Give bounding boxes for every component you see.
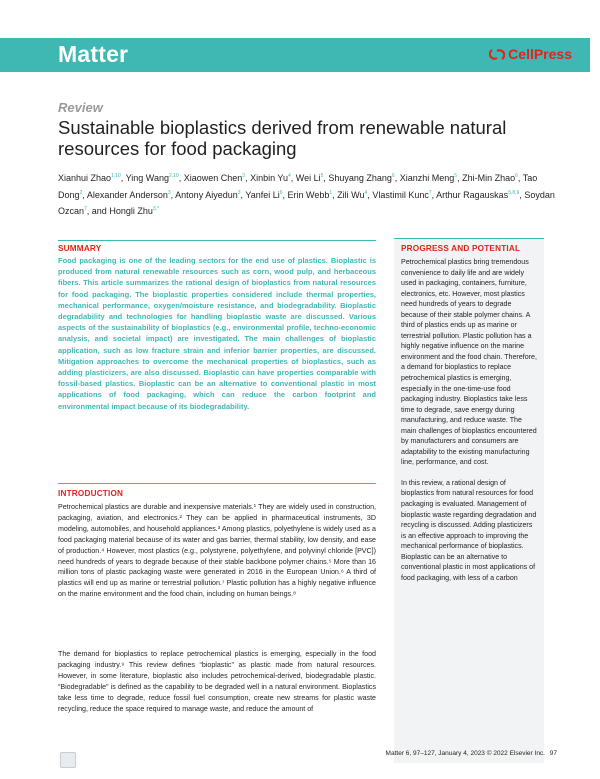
author-name: Tao Dong: [58, 173, 538, 200]
author-affiliation: 2: [79, 189, 83, 196]
author-list: Xianhui Zhao$^{1,10}$, Ying Wang$^{2,10}$, Xiaowen Chen$^3$, Xinbin Yu$^4$, Wei Li$^5$, Shuyang Zhang$^6$, Xianzhi Meng$^5$, Zhi-Min Zhao$^6$, Tao Dong$^2$, Alexander Anderson$^3$, Antony Aiyedun$^3$, Yanfei Li$^6$, Erin Webb$^1$, Zili Wu$^4$, Vlastimil Kunc$^7$, Arthur Ragauskas$^{5,8,9}$, Soydan Ozcan$^7$, and Hongli Zhu$^{3,*}$: [58, 173, 555, 217]
progress-rule: [394, 238, 544, 239]
progress-heading: PROGRESS AND POTENTIAL: [401, 244, 521, 253]
author-affiliation: 3: [242, 173, 246, 179]
author-name: Ying Wang: [125, 173, 169, 183]
publisher-logo: [489, 46, 572, 62]
author-affiliation: 1,10: [111, 173, 121, 179]
author-affiliation: 5: [454, 173, 458, 179]
progress-text: [401, 257, 538, 593]
footer-citation: Matter 6, 97–127, January 4, 2023 © 2022 Elsevier Inc.: [385, 750, 545, 757]
author-affiliation: 5,8,9: [508, 189, 520, 196]
progress-paragraph-1: Petrochemical plastics bring tremendous convenience to daily life and are widely used in packaging, containers, furniture, electronics, etc. However, most plastics need hundreds of years to degrade because of their stable polymer chains. A third of plastics ends up as marine or terrestrial pollution. Plastic pollution has a highly negative influence on the marine environment and the food chain. Therefore, a demand for bioplastics to replace petrochemical plastics is emerging, especially in the one-time-use food packaging industry. Bioplastics take less time to degrade, save energy during manufacturing, and reduce waste. The main challenges of bioplastics encountered by manufacturers and consumers are adaptability to the existing manufacturing line, performance, and cost.: [401, 258, 537, 467]
introduction-paragraph-2: [58, 649, 376, 714]
author-affiliation: 6: [391, 173, 395, 179]
publisher-name: CellPress: [508, 46, 572, 62]
author-affiliation: 7: [428, 189, 432, 196]
author-name: Zili Wu: [337, 189, 365, 200]
intro-text-2: The demand for bioplastics to replace petrochemical plastics is emerging, especially in the food packaging industry.⁹ This review defines “bioplastic” as plastic made from natural resources. However, in some literature, bioplastic also includes petrochemical-derived, biodegradable plastic. “Biodegradable” is defined as the capability to be degraded well in a natural environment. Bioplastics take less time to degrade, reduce fossil fuel consumption, create new streams for plastic waste recycling, reduce the space required to manage waste, and reduce the amount of: [58, 650, 376, 713]
introduction-rule: [58, 483, 376, 484]
author-affiliation: 4: [364, 189, 368, 196]
cellpress-logo-icon: [489, 48, 505, 61]
author-name: Xianzhi Meng: [399, 173, 455, 183]
introduction-heading: INTRODUCTION: [58, 489, 124, 498]
author-affiliation: 3: [237, 189, 241, 196]
author-name: Xiaowen Chen: [183, 173, 243, 183]
journal-name: Matter: [58, 41, 129, 67]
author-name: Soydan Ozcan: [58, 189, 555, 217]
author-name: Alexander Anderson: [86, 189, 168, 200]
check-for-updates-icon[interactable]: [60, 752, 76, 768]
progress-paragraph-2: In this review, a rational design of bioplastics from natural resources for food packaging is evaluated. Management of bioplastic waste regarding degradation and recycling is discussed. Adding plasticizers is an effective approach to improving the mechanical performance of bioplastics. Bioplastic can be an alternative to conventional plastic in most applications of food packaging, with less of a carbon: [401, 478, 537, 582]
author-affiliation: 7: [84, 206, 87, 213]
introduction-paragraph-1: [58, 502, 376, 600]
author-name: Shuyang Zhang: [328, 173, 392, 183]
summary-heading: SUMMARY: [58, 244, 102, 253]
article-type-label: Review: [58, 100, 103, 115]
author-affiliation: 5: [320, 173, 324, 179]
author-affiliation: 6: [515, 173, 518, 179]
article-title: Sustainable bioplastics derived from renewable natural resources for food packaging: [58, 117, 507, 159]
author-name: Arthur Ragauskas: [436, 189, 509, 200]
author-affiliation: 6: [279, 189, 283, 196]
summary-rule: [58, 240, 376, 241]
author-affiliation: 1: [329, 189, 333, 196]
author-name: Xinbin Yu: [250, 173, 288, 183]
author-name: Xianhui Zhao: [58, 173, 112, 183]
author-affiliation: 4: [287, 173, 291, 179]
author-name: Zhi-Min Zhao: [462, 173, 516, 183]
author-name: Wei Li: [295, 173, 321, 183]
summary-text: Food packaging is one of the leading sectors for the end use of plastics. Bioplastic is produced from natural renewable resources such as corn, wood pulp, and herbaceous fibers. This article summarizes the rational design of bioplastics from natural resources for food packaging. The bioplastic properties considered include thermal properties, mechanical performance, oxygen/moisture resistance, and biodegradability. Bioplastic degradability and technologies for handling bioplastic waste are discussed. Various aspects of the sustainability of bioplastics (e.g., environmental profile, techno-economic analysis, and societal impact) are investigated. The main challenges of bioplastic application, such as low fracture strain and inferior barrier properties, are discussed. Mitigation approaches to overcome the mechanical properties of bioplastics, such as adding plasticizers, are also discussed. Bioplastic can have properties comparable with fossil-based plastics. Bioplastic can be an alternative to conventional plastic in most applications of food packaging, which can reduce the carbon footprint and environmental impact because of its biodegradability.: [58, 256, 376, 411]
author-affiliation: 3,*: [152, 206, 159, 213]
author-affiliation: 2,10: [168, 173, 179, 179]
page-number: 97: [549, 750, 557, 757]
author-affiliation: 3: [167, 189, 171, 196]
author-name: Hongli Zhu: [109, 206, 153, 217]
author-name: Vlastimil Kunc: [372, 189, 429, 200]
author-name: Erin Webb: [287, 189, 330, 200]
intro-text-1: Petrochemical plastics are durable and inexpensive materials.¹ They are widely used in construction, packaging, aviation, and electronics.² They can be applied in pharmaceutical instruments, 3D modeling, automobiles, and household appliances.³ Among plastics, polyethylene is widely used as a food packaging material because of its water and gas barrier, thermal stability, low density, and ease of production.⁴ However, most plastics (e.g., polystyrene, polyethylene, and polyvinyl chloride [PVC]) need hundreds of years to degrade because of their stable backbone polymer chains.⁵ More than 16 million tons of plastic packaging waste were generated in 2016 in the European Union.⁶ A third of plastics will end up as marine or terrestrial pollution.⁷ Plastic pollution has a highly negative influence on the marine environment and the food chain, including on human beings.⁸: [58, 503, 376, 599]
author-name: Antony Aiyedun: [175, 189, 238, 200]
author-name: Yanfei Li: [245, 189, 280, 200]
